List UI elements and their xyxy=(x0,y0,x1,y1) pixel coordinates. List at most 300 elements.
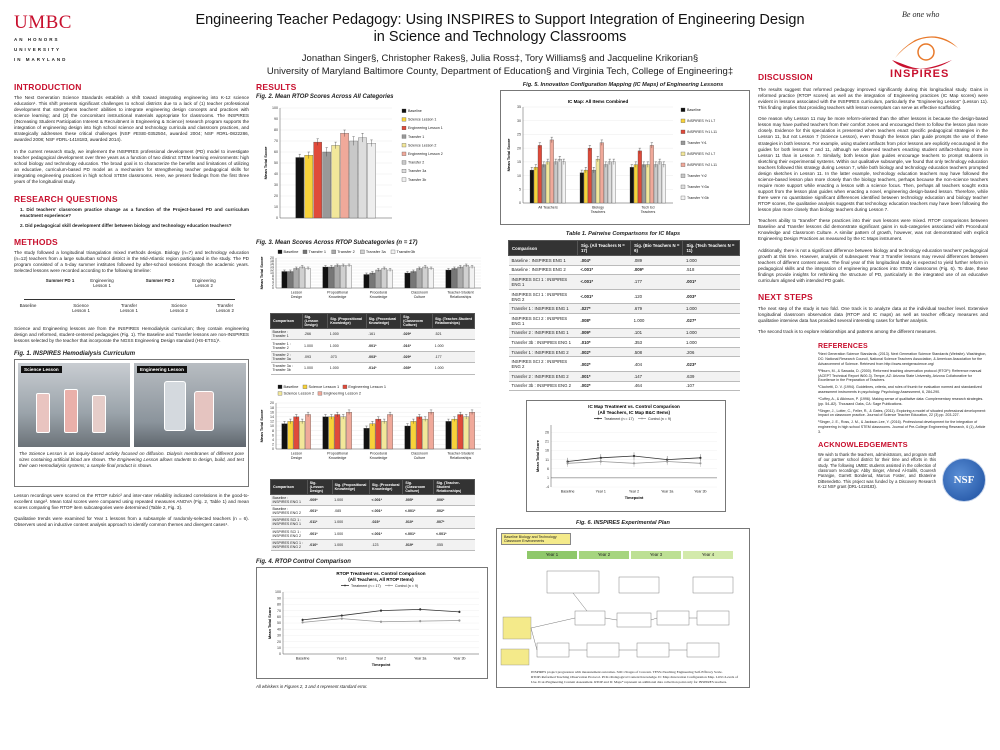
x-tick-label: Biology xyxy=(592,205,604,210)
x-tick-label: Baseline xyxy=(560,489,575,494)
timeline-bottom-0: Baseline xyxy=(19,303,37,309)
table-cell: .089 xyxy=(631,256,683,266)
x-tick-label: Knowledge xyxy=(369,295,388,300)
bar xyxy=(428,412,433,449)
y-tick-label: 21 xyxy=(545,439,549,444)
bar xyxy=(650,145,654,203)
poster-header xyxy=(190,12,810,77)
y-tick-label: 30 xyxy=(274,183,278,188)
bar xyxy=(642,165,646,203)
y-tick-label: 100 xyxy=(275,590,281,595)
fig5-box xyxy=(500,90,750,225)
table-header-cell: Sig. (Lesson Design) xyxy=(307,479,332,494)
table-cell: <.001* xyxy=(369,528,402,539)
poster-title-line1: Engineering Teacher Pedagogy: Using INSPIRES to Support Integration of Engineering Design xyxy=(195,12,805,28)
table-cell: <.001* xyxy=(403,528,434,539)
table-cell: .518 xyxy=(683,265,740,275)
legend-label: Transfer 3b xyxy=(408,177,427,182)
fig6-year-3: Year 3 xyxy=(631,551,681,559)
y-tick-label: 20 xyxy=(270,256,274,261)
bar xyxy=(422,267,427,288)
bar xyxy=(558,159,562,203)
y-tick-label: 26 xyxy=(545,430,549,435)
fig6-flow-graphic xyxy=(497,563,749,673)
y-tick-label: 60 xyxy=(274,150,278,155)
legend-swatch xyxy=(402,135,406,139)
table-cell: 1.000 xyxy=(332,494,369,505)
legend-swatch xyxy=(278,250,282,254)
icmap-line-chart xyxy=(527,401,725,511)
bar xyxy=(452,419,457,449)
table-row xyxy=(271,351,475,362)
x-tick-label: Year 3b xyxy=(694,489,707,494)
fig6-year-2: Year 2 xyxy=(579,551,629,559)
table-row xyxy=(509,381,740,391)
umbc-logo-block xyxy=(14,12,94,62)
discussion-paragraph-4: Additionally, there is not a significant difference between biology and technology education teachers' pedagogical growth at this time. However, analysis of subsequent Year 3 Transfer lessons may reveal differences between teachers of different content areas. The final year of this longitudinal study is expected to yield further reform in pedagogical skills and the integration of engineering practices into STEM classrooms (Fig. 6). To date, these findings provide insights for rethinking the structure of PD, particularly in the integrated use of an educative curriculum aligned with intended PD goals. xyxy=(758,247,988,283)
legend-swatch xyxy=(303,250,307,254)
legend-swatch xyxy=(402,118,406,122)
y-axis-title: Mean Total Score xyxy=(263,146,268,180)
y-tick-label: 14 xyxy=(270,265,274,270)
rq-q2: 2. Did pedagogical skill development differ between biology and technology education teachers? xyxy=(20,223,232,228)
table-header-cell: Sig. (Tech Teachers N = 11) xyxy=(683,241,740,256)
y-tick-label: 2 xyxy=(272,442,274,447)
table-cell: .001* xyxy=(683,275,740,290)
bar xyxy=(458,267,463,288)
bar xyxy=(550,140,554,203)
table-cell: .266 xyxy=(302,329,328,340)
fig1-caption: Fig. 1. INSPIRES Hemodialysis Curriculum xyxy=(14,350,136,357)
legend-marker xyxy=(344,585,346,587)
legend-label: Engineering Lesson 1 xyxy=(348,383,387,389)
table-row xyxy=(509,289,740,304)
table-cell: Baseline : INSPIRES ENG 1 xyxy=(271,494,308,505)
table-row xyxy=(271,505,475,516)
timeline-bottom-4: Transfer Lesson 2 xyxy=(216,303,234,314)
table-cell: Transfer 3b : INSPIRES ENG 2 xyxy=(509,381,578,391)
y-tick-label: 70 xyxy=(274,139,278,144)
table-header-cell: Comparison xyxy=(271,314,303,329)
reference-2: ²Piburn, M., & Sawada, D. (2000). Reformed teaching observation protocol (RTOP): Reference manual (ACEPT Technical Report IN00-3). Tempe, AZ: Arizona State University, Arizona Collaborative for Excellence in the Preparation of Teachers. xyxy=(818,368,982,383)
legend-label: Transfer 1 xyxy=(308,249,327,254)
y-tick-label: 11 xyxy=(545,457,549,462)
y-tick-label: 20 xyxy=(270,400,274,405)
table-cell: Baseline : INSPIRES ENG 2 xyxy=(509,265,578,275)
table-cell: INSPIRES ENG 1 : INSPIRES ENG 2 xyxy=(271,540,308,551)
fig3-caption: Fig. 3. Mean Scores Across RTOP Subcategories (n = 17) xyxy=(256,240,418,246)
timeline-bottom-2: Transfer Lesson 1 xyxy=(120,303,138,314)
table-row xyxy=(509,275,740,290)
x-tick-label: Lesson xyxy=(290,290,303,295)
table-cell: .177 xyxy=(631,275,683,290)
legend-label: INSPIRES Yr1 L7 xyxy=(687,119,716,123)
table-row xyxy=(509,338,740,348)
y-tick-label: 70 xyxy=(277,609,281,614)
bar xyxy=(446,270,451,288)
table-cell: Transfer 1 : INSPIRES ENG 1 xyxy=(509,304,578,314)
table-cell: .009* xyxy=(631,265,683,275)
table-cell: .055 xyxy=(434,540,475,551)
timeline-top-1: Engineering Lesson 1 xyxy=(90,278,114,289)
legend-label: Baseline xyxy=(408,109,422,113)
table-cell: .521 xyxy=(433,329,475,340)
bar xyxy=(530,170,534,203)
fig1-note: The Science Lesson is an inquiry-based activity focused on diffusion. Dialysis membranes of different pore sizes containing artificial blood are shown. The Engineering Lesson allows students to design, build, and test their own Hemodialysis systems; a sample final product is shown. xyxy=(19,450,244,468)
x-tick-label: Classroom xyxy=(410,290,429,295)
bar xyxy=(662,165,666,203)
table-row xyxy=(509,313,740,328)
bar xyxy=(458,414,463,449)
whiskers-note: All whiskers in Figures 2, 3 and 4 represent standard error. xyxy=(256,684,368,690)
y-tick-label: 1 xyxy=(547,476,549,481)
table-cell: .001* xyxy=(366,340,400,351)
table-cell: 1.000 xyxy=(328,340,366,351)
umbc-sub-2: UNIVERSITY xyxy=(14,47,62,52)
table2b xyxy=(270,479,475,552)
legend-swatch xyxy=(391,250,395,254)
bar xyxy=(596,159,600,203)
fig2-caption: Fig. 2. Mean RTOP Scores Across All Categories xyxy=(256,94,394,100)
table-cell: .093 xyxy=(302,351,328,362)
chart-subtitle: (All Teachers, IC Map B&C Items) xyxy=(597,410,671,416)
table-row xyxy=(509,256,740,266)
table-cell: .009* xyxy=(307,494,332,505)
bar xyxy=(600,143,604,203)
x-tick-label: Year 1 xyxy=(336,656,347,661)
table-cell: INSPIRES SCI 1 : INSPIRES ENG 1 xyxy=(271,517,308,528)
bar xyxy=(340,266,345,289)
y-tick-label: 4 xyxy=(272,437,274,442)
bar xyxy=(358,138,366,218)
table-cell: Baseline : INSPIRES ENG 1 xyxy=(509,256,578,266)
fig4-box xyxy=(256,567,488,679)
y-tick-label: 0 xyxy=(272,446,274,451)
table-cell: .010* xyxy=(403,517,434,528)
legend-label: Engineering Lesson 2 xyxy=(408,152,443,156)
table-cell: .001* xyxy=(307,528,332,539)
timeline-top-2: Summer PD 2 xyxy=(145,278,175,284)
table2b-wrap xyxy=(270,479,475,552)
x-tick-label: Baseline xyxy=(295,656,310,661)
y-tick-label: 20 xyxy=(277,640,281,645)
y-tick-label: 0 xyxy=(519,201,521,206)
legend-swatch xyxy=(303,385,307,389)
x-tick-label: Propositional xyxy=(327,451,348,456)
table-cell: .010* xyxy=(307,540,332,551)
references-list xyxy=(818,352,988,435)
poster-authors: Jonathan Singer§, Christopher Rakes§, Julia Ross‡, Tory Williams§ and Jacqueline Krikorian§ xyxy=(301,53,699,64)
bar xyxy=(282,272,287,289)
methods-paragraph-4: Qualitative trends were examined for Year 1 lessons from a subsample of randomly-selected teachers (n = 6). Observers used an inductive content analysis approach to identify common themes and divergent cases⁴. xyxy=(14,515,249,527)
bar xyxy=(638,151,642,203)
y-tick-label: 18 xyxy=(270,259,274,264)
legend-swatch xyxy=(402,178,406,182)
bar xyxy=(335,414,340,449)
bar xyxy=(452,269,457,289)
legend-swatch xyxy=(402,126,406,130)
bar xyxy=(469,267,474,288)
fig6-top-box: Baseline Biology and Technology Classroom Environments xyxy=(501,533,571,545)
bar xyxy=(340,133,348,218)
bar xyxy=(294,269,299,289)
references-heading: REFERENCES xyxy=(818,343,868,351)
bar xyxy=(405,426,410,449)
y-tick-label: 10 xyxy=(517,173,521,178)
fig3-chart-inspires xyxy=(256,383,488,473)
table-cell: .147 xyxy=(631,371,683,381)
table-cell: <.001* xyxy=(578,275,631,290)
legend-label: Transfer 1 xyxy=(408,134,425,139)
umbc-sub-1: AN HONORS xyxy=(14,37,60,42)
table-cell: 1.000 xyxy=(683,328,740,338)
legend-label: Baseline xyxy=(283,383,299,389)
bar xyxy=(376,419,381,449)
x-tick-label: Tech Ed xyxy=(641,205,655,210)
table-cell: 1.000 xyxy=(302,363,328,374)
reference-1: ¹Next Generation Science Standards. (2013). Next Generation Science Standards (Website). Washington, DC: National Research Council, National Science Teachers Association, & American Association for the Advancement of Science. Retrieved from http://www.nextgenscience.org/ xyxy=(818,352,987,366)
table-cell: .123 xyxy=(369,540,402,551)
legend-label: Science Lesson 2 xyxy=(283,390,315,396)
y-tick-label: 10 xyxy=(270,423,274,428)
legend-label: Transfer 2 xyxy=(337,249,355,254)
x-tick-label: Lesson xyxy=(290,451,303,456)
y-axis-title: Mean Total Score xyxy=(506,138,511,172)
nsf-logo-icon xyxy=(942,458,986,502)
table-cell: .029* xyxy=(401,351,433,362)
y-tick-label: 60 xyxy=(277,615,281,620)
intro-paragraph-1: The Next Generation Science Standards establish a shift toward integrating engineering into K-12 science education¹. This shift presents significant challenges to school districts due to a lack of (1) teacher professional development that strengthens teachers' abilities to integrate engineering design concepts and practices with science learning; and (2) the concomitant instructional materials appropriate for classrooms. The INSPIRES (INcreasing Student Participation Interest & Recruitment in Engineering & Science) research program supports the integration of engineering design into high school science and technology curricula and classroom practices, and strategically addresses these critical challenges (NSF #ESIE-0352504, awarded 2004; NSF #DRL-0822286, awarded 2008; NSF #DRL-1418183, awarded 2014). xyxy=(14,95,249,143)
table-cell: .206 xyxy=(683,347,740,357)
table-cell: .023* xyxy=(369,517,402,528)
table-header-cell: Comparison xyxy=(271,479,308,494)
table-cell: .003* xyxy=(683,289,740,304)
x-tick-label: Teachers xyxy=(640,210,656,215)
next-steps-paragraph-2: The second track is to explore relationships and patterns among the different measures. xyxy=(758,329,937,335)
table-cell: .009* xyxy=(578,328,631,338)
table-header-cell: Sig. (Propositional Knowledge) xyxy=(332,479,369,494)
bar xyxy=(305,414,310,449)
y-tick-label: 5 xyxy=(519,187,521,192)
legend-swatch xyxy=(681,141,685,145)
table-row xyxy=(509,347,740,357)
y-tick-label: 10 xyxy=(274,205,278,210)
table-cell: 1.000 xyxy=(433,363,475,374)
bar xyxy=(305,269,310,289)
table-cell: .177 xyxy=(433,351,475,362)
bar xyxy=(646,165,650,203)
x-tick-label: Knowledge xyxy=(328,295,347,300)
bar xyxy=(604,165,608,203)
y-tick-label: 20 xyxy=(274,194,278,199)
x-tick-label: Teacher-Student xyxy=(447,290,474,295)
y-tick-label: -4 xyxy=(545,485,549,490)
bar xyxy=(323,152,331,218)
bar xyxy=(446,421,451,449)
bar xyxy=(634,165,638,203)
legend-swatch xyxy=(278,391,282,395)
bar xyxy=(608,162,612,203)
column-1 xyxy=(14,82,249,528)
bar xyxy=(630,167,634,203)
bar xyxy=(376,270,381,288)
bar xyxy=(323,416,328,448)
table-cell: .027* xyxy=(578,304,631,314)
table-row xyxy=(271,494,475,505)
legend-marker xyxy=(597,418,599,420)
bar xyxy=(332,145,340,218)
bar xyxy=(294,416,299,448)
x-tick-label: Design xyxy=(290,455,303,460)
timeline-bottom-1: Science Lesson 1 xyxy=(72,303,90,314)
fig1-label-science: Science Lesson xyxy=(21,366,62,373)
table-cell: .007* xyxy=(434,517,475,528)
y-tick-label: 2 xyxy=(272,283,274,288)
legend-label: Transfer 3a xyxy=(408,169,427,174)
table-row xyxy=(509,371,740,381)
table-cell: .023* xyxy=(683,357,740,372)
column-4 xyxy=(758,72,988,522)
fig1-photo-science xyxy=(18,363,130,447)
x-tick-label: Classroom xyxy=(410,451,429,456)
table-cell: Transfer 2 : INSPIRES ENG 2 xyxy=(509,371,578,381)
table-cell: Transfer 2 : Transfer 3a xyxy=(271,351,303,362)
table-cell: .014* xyxy=(366,363,400,374)
table-header-cell: Sig. (Bio Teachers N = 6) xyxy=(631,241,683,256)
table-header-cell: Sig. (Teacher-Student Relationships) xyxy=(433,314,475,329)
legend-label: Science Lesson 1 xyxy=(408,117,437,122)
bar xyxy=(346,266,351,289)
legend-swatch xyxy=(402,143,406,147)
legend-label: Engineering Lesson 1 xyxy=(408,126,443,131)
table-cell: .011* xyxy=(307,517,332,528)
y-axis-title: Mean Total Score xyxy=(535,440,540,473)
x-tick-label: Year 1 xyxy=(595,489,606,494)
y-tick-label: 8 xyxy=(272,428,274,433)
fig6-diagram xyxy=(496,528,750,688)
fig1-box xyxy=(14,359,249,487)
table-cell: .679 xyxy=(631,304,683,314)
legend-swatch xyxy=(318,391,322,395)
legend-label: Science Lesson 2 xyxy=(408,143,437,148)
legend-label: Engineering Lesson 2 xyxy=(323,390,362,396)
next-steps-heading: NEXT STEPS xyxy=(758,291,813,302)
legend-swatch xyxy=(402,161,406,165)
x-tick-label: Year 3a xyxy=(661,489,674,494)
bar xyxy=(405,273,410,288)
y-tick-label: 6 xyxy=(272,277,274,282)
bar xyxy=(288,421,293,449)
y-tick-label: 40 xyxy=(274,172,278,177)
y-tick-label: 4 xyxy=(272,280,274,285)
bar xyxy=(364,428,369,449)
column-2 xyxy=(256,82,488,689)
bar xyxy=(588,148,592,203)
x-tick-label: Design xyxy=(290,295,303,300)
table-cell: .353 xyxy=(631,338,683,348)
x-tick-label: Knowledge xyxy=(328,455,347,460)
bar xyxy=(349,141,357,218)
x-tick-label: Knowledge xyxy=(369,455,388,460)
table-cell: .639 xyxy=(683,371,740,381)
legend-label: Treatment (n = 17) xyxy=(351,584,381,589)
legend-label: Transfer Yr2 xyxy=(687,174,707,178)
table-cell: .039* xyxy=(401,363,433,374)
y-tick-label: 14 xyxy=(270,414,274,419)
table-cell: .006* xyxy=(434,494,475,505)
y-tick-label: 40 xyxy=(277,627,281,632)
table-cell: .002* xyxy=(434,505,475,516)
x-tick-label: Teachers xyxy=(590,210,606,215)
bar xyxy=(554,162,558,203)
reference-3: ³Cicchetti, D. V. (1994). Guidelines, criteria, and rules of thumb for evaluation normed and standardized assessment instruments in psychology. Psychology Assessment, 6, 284-290. xyxy=(818,385,982,395)
methods-paragraph-3: Lesson recordings were scored on the RTOP rubric² and inter-rater reliability indicated correlations in the good-to-excellent range³. Mean total scores were compared using repeated measures ANOVA (Fig. 2, Table 1) and mean scores comparing five RTOP item subcategories were determined (Table 2, Fig. 3). xyxy=(14,492,249,510)
umbc-logo: UMBC xyxy=(14,12,72,33)
bar xyxy=(463,416,468,448)
bar xyxy=(370,423,375,448)
bar xyxy=(542,165,546,203)
fig2-chart xyxy=(256,102,488,232)
bar xyxy=(562,162,566,203)
y-tick-label: 12 xyxy=(270,268,274,273)
table-cell: .001* xyxy=(307,505,332,516)
table-cell: Transfer 1 : Transfer 2 xyxy=(271,340,303,351)
legend-swatch xyxy=(681,119,685,123)
table-cell: Transfer 2 : INSPIRES ENG 1 xyxy=(509,328,578,338)
x-tick-label: All Teachers xyxy=(538,205,558,210)
table-cell: <.001* xyxy=(578,265,631,275)
table-header-cell: Sig. (Classroom Culture) xyxy=(403,479,434,494)
legend-swatch xyxy=(681,152,685,156)
table-cell: <.001* xyxy=(403,505,434,516)
table-cell: 1.000 xyxy=(328,329,366,340)
y-tick-label: 80 xyxy=(274,128,278,133)
bar xyxy=(296,158,304,219)
bar xyxy=(329,267,334,288)
reference-6: ⁶Singer, J. E., Ross, J. M., & Jackson-Lee, Y. (2016). Professional development for the integration of engineering in high school STEM classrooms. Journal of Pre-College Engineering Research, 6 (1), Article 3. xyxy=(818,420,986,434)
icmap-line-box xyxy=(526,400,726,512)
table-cell: 1.000 xyxy=(302,340,328,351)
chart-title: IC Map: All Items Combined xyxy=(567,99,629,104)
bar xyxy=(340,416,345,448)
fig1-photo-engineering xyxy=(134,363,246,447)
legend-swatch xyxy=(360,250,364,254)
bar xyxy=(335,266,340,289)
y-tick-label: 0 xyxy=(279,652,281,657)
next-steps-paragraph-1: The next step of the study is two fold. One track is to analyze data at the individual teacher level. Extensive longitudinal classroom observation data (RTOP and IC maps) as well as teacher efficacy measures and qualitative interview data has provided several interesting cases for further analysis. xyxy=(758,305,988,323)
table-cell: Transfer 1 : INSPIRES ENG 2 xyxy=(509,347,578,357)
discussion-paragraph-3: Teachers ability to "transfer" these practices into their own lessons were mixed. RTOP comparisons between Baseline and Transfer lessons did demonstrate significant gains in sub-categories associated with Procedural Knowledge and Classroom Culture. A similar pattern of growth, however, was not demonstrated with explicit Engineering Design Practices as measured by the IC Maps instrument. xyxy=(758,218,988,242)
y-tick-label: 0 xyxy=(272,286,274,291)
legend-swatch xyxy=(332,250,336,254)
legend-label: Transfer Yr3a xyxy=(687,185,709,189)
legend-swatch xyxy=(681,163,685,167)
table-row xyxy=(509,265,740,275)
bar xyxy=(417,269,422,289)
fig6-caption: Fig. 6. INSPIRES Experimental Plan xyxy=(576,520,670,527)
y-tick-label: 12 xyxy=(270,419,274,424)
legend-label: Baseline xyxy=(687,108,701,112)
bar xyxy=(288,272,293,289)
legend-label: Treatment (n = 17) xyxy=(604,417,634,422)
table-cell: .001* xyxy=(578,371,631,381)
table-cell: <.001* xyxy=(578,289,631,304)
legend-swatch xyxy=(402,169,406,173)
y-tick-label: 30 xyxy=(277,633,281,638)
inspires-tagline: Be one who xyxy=(902,10,940,19)
table-cell: .027* xyxy=(683,313,740,328)
table-cell: .085 xyxy=(332,505,369,516)
